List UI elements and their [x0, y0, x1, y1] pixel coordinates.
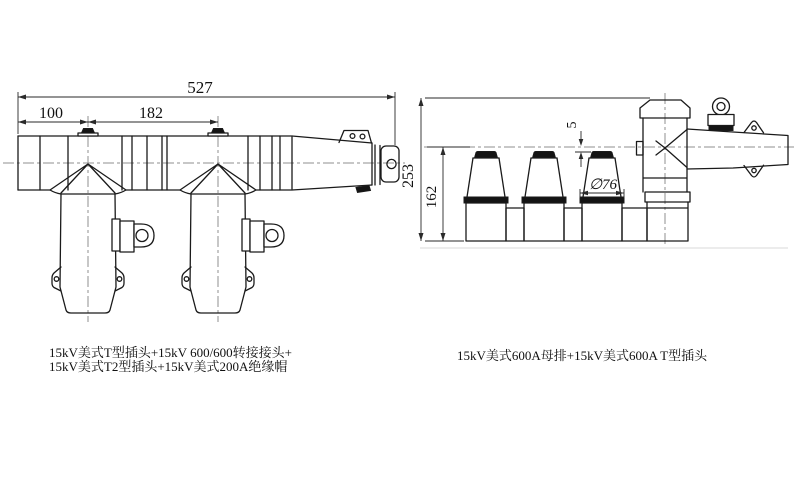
- eye-bolt-1: [112, 219, 154, 252]
- eye-bolt-2: [242, 219, 284, 252]
- dim-182-label: 182: [139, 105, 163, 122]
- horizontal-t-body: [687, 98, 788, 177]
- right-caption: 15kV美式600A母排+15kV美式600A T型插头: [457, 348, 708, 363]
- pedestal-2: [524, 203, 564, 241]
- t-body-outline: [687, 129, 788, 169]
- bracket-hole-2: [360, 134, 365, 139]
- dim-100-label: 100: [39, 105, 63, 122]
- t-plug-leg-2: [182, 194, 284, 313]
- t-plug-leg-1: [52, 194, 154, 313]
- bracket-hole-1: [350, 134, 355, 139]
- end-lower-tab: [356, 186, 371, 193]
- plug-side-tab: [637, 142, 644, 156]
- dimension-5: [565, 122, 591, 168]
- dim-253-label: 253: [400, 164, 417, 188]
- pedestal-3: [582, 203, 622, 241]
- left-caption-line2: 15kV美式T2型插头+15kV美式200A绝缘帽: [49, 359, 288, 374]
- test-point-cap-2: [208, 129, 228, 137]
- link-block-1: [506, 208, 524, 241]
- dimension-182: [88, 105, 218, 125]
- plug-collar: [645, 192, 690, 202]
- captions: [49, 345, 708, 374]
- link-block-3: [622, 208, 647, 241]
- cap-dome-1: [82, 129, 95, 134]
- test-point-cap-1: [78, 129, 98, 137]
- pedestal-1: [466, 203, 506, 241]
- bushing-1: [464, 152, 508, 204]
- dimension-100: [18, 105, 88, 125]
- left-assembly-drawing: [18, 78, 399, 313]
- dim-5-label: 5: [565, 121, 580, 129]
- end-eye-hole: [387, 159, 396, 168]
- plug-junction-cone: [656, 130, 687, 168]
- dim-162-label: 162: [424, 185, 440, 209]
- dimension-253: [400, 98, 650, 241]
- right-end-adapter: [339, 131, 399, 193]
- mounting-ear-top: [744, 121, 764, 133]
- body-top-edge: [18, 136, 372, 143]
- dimension-dia76: [580, 177, 624, 198]
- left-caption-line1: 15kV美式T型插头+15kV 600/600转接接头+: [49, 345, 293, 360]
- bushing-2: [522, 152, 566, 204]
- cap-dome-2: [212, 129, 225, 134]
- dim-dia76-label: ∅76: [588, 177, 618, 193]
- end-collar-lines: [372, 143, 380, 185]
- busbar-base: [466, 203, 647, 241]
- dimension-162: [424, 147, 470, 241]
- plug-base-column: [647, 202, 688, 241]
- dim-527-label: 527: [187, 78, 213, 97]
- busbar-t-plug: [637, 100, 691, 241]
- eye-bolt-top: [708, 98, 734, 131]
- right-assembly-drawing: [400, 98, 788, 241]
- dimension-527: [18, 78, 395, 145]
- link-block-2: [564, 208, 582, 241]
